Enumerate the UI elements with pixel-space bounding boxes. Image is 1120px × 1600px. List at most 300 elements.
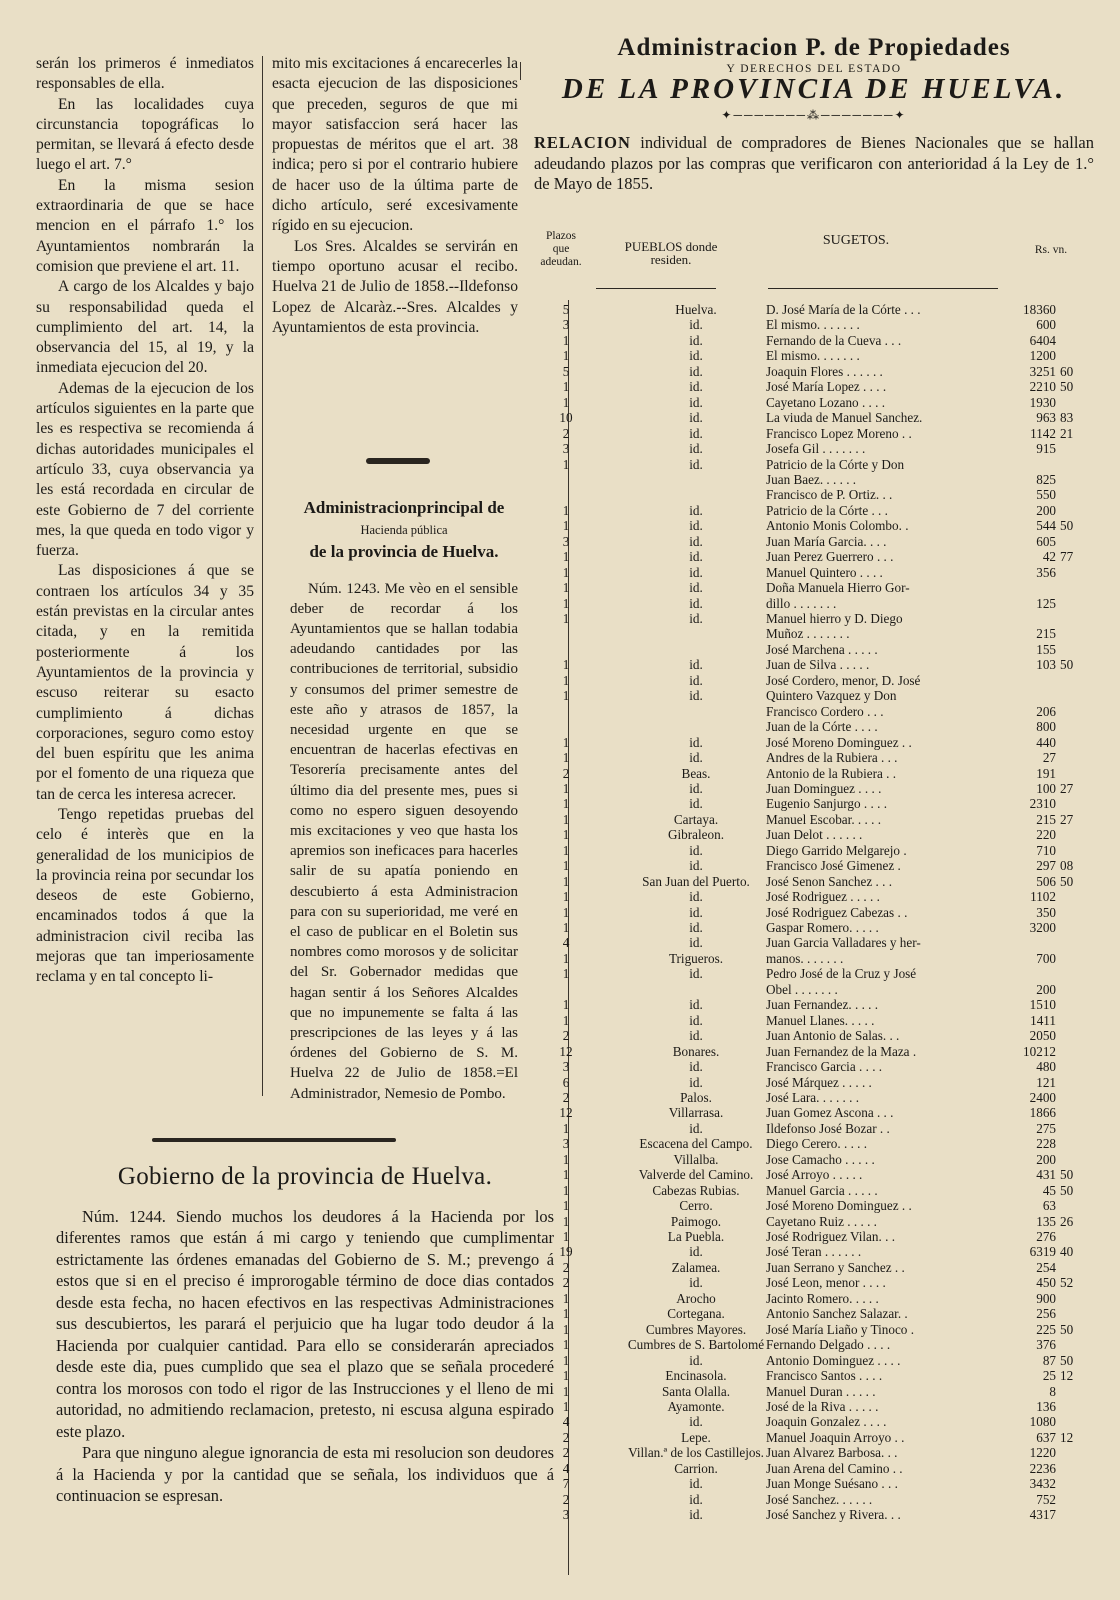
sugeto-cell: Antonio Sanchez Salazar. . (766, 1306, 908, 1322)
sugeto-cell: Juan Fernandez de la Maza . (766, 1043, 917, 1059)
reales-cell: 825 (1036, 471, 1056, 487)
pueblo-cell: id. (689, 379, 703, 395)
centimos-cell: 50 (1060, 379, 1074, 395)
column-2 (272, 54, 518, 338)
sugeto-cell: José Rodriguez Vilan. . . (766, 1229, 895, 1244)
plazos-cell: 1 (562, 858, 570, 874)
pueblo-cell: id. (689, 1059, 703, 1075)
pueblo-cell: Lepe. (681, 1429, 711, 1445)
reales-cell: 752 (1036, 1491, 1056, 1507)
pueblo-cell: id. (689, 657, 703, 673)
sugeto-cell: Eugenio Sanjurgo . . . . (766, 796, 887, 812)
pueblo-cell: id. (689, 889, 703, 905)
reales-cell: 2400 (1029, 1089, 1056, 1105)
pueblo-cell: id. (689, 580, 703, 596)
centimos-cell: 50 (1060, 873, 1074, 889)
plazos-cell: 5 (562, 363, 570, 379)
plazos-cell: 1 (562, 1398, 570, 1414)
sugeto-cell: Diego Garrido Melgarejo . (766, 842, 907, 858)
plazos-cell: 1 (562, 750, 570, 766)
pueblo-cell: id. (689, 502, 703, 518)
sugeto-cell: Juan Gomez Ascona . . . (766, 1105, 894, 1121)
reales-cell: 480 (1036, 1059, 1056, 1075)
pueblo-cell: Zalamea. (671, 1259, 721, 1275)
pueblo-cell: id. (689, 1120, 703, 1136)
pueblo-cell: id. (689, 1074, 703, 1090)
pueblo-cell: id. (689, 363, 703, 379)
reales-cell: 700 (1036, 950, 1056, 966)
sugeto-cell: José Cordero, menor, D. José (766, 672, 921, 688)
sugeto-cell: José Arroyo . . . . . (766, 1167, 863, 1183)
sugeto-cell: Juan de Silva . . . . . (766, 657, 870, 673)
col1-paragraph: Ademas de la ejecucion de los artículos siguientes en la parte que les es respectiva se recomienda á dichas autoridades municipales el artículo 33, cuya observancia ya les está recordada en circular de este Gobierno de 7 del corriente mes, la que queda en todo vigor y fuerza. (36, 379, 254, 560)
plazos-cell: 1 (562, 564, 570, 580)
plazos-cell: 1 (562, 595, 570, 611)
reales-cell: 135 (1036, 1213, 1056, 1229)
sugeto-cell: Juan Arena del Camino . . (766, 1460, 903, 1476)
reales-cell: 3432 (1029, 1476, 1056, 1492)
sugeto-cell: Juan Garcia Valladares y her- (766, 935, 921, 951)
reales-cell: 155 (1036, 641, 1056, 657)
plazos-cell: 1 (562, 1120, 570, 1136)
reales-cell: 45 (1042, 1182, 1056, 1198)
pueblo-cell: id. (689, 441, 703, 457)
sugeto-cell: José Rodriguez . . . . . (766, 889, 880, 905)
reales-cell: 206 (1036, 703, 1056, 719)
plazos-cell: 1 (562, 796, 570, 812)
pueblo-cell: Encinasola. (665, 1368, 727, 1384)
plazos-cell: 12 (559, 1105, 573, 1121)
sugeto-cell: Francisco de P. Ortiz. . . (766, 487, 893, 503)
sugeto-cell: Cayetano Lozano . . . . (766, 394, 886, 410)
plazos-cell: 1 (562, 997, 570, 1013)
reales-cell: 2310 (1029, 796, 1056, 812)
plazos-cell: 1 (562, 1198, 570, 1214)
plazos-cell: 1 (562, 549, 570, 565)
sugeto-cell: Gaspar Romero. . . . . (766, 920, 879, 935)
plazos-cell: 1 (562, 657, 570, 673)
column-divider (262, 56, 263, 1096)
sugeto-cell: Juan Antonio de Salas. . . (766, 1028, 900, 1044)
reales-cell: 63 (1042, 1198, 1056, 1214)
sugeto-cell: José Moreno Dominguez . . (766, 734, 912, 750)
pueblo-cell: Beas. (681, 765, 711, 781)
reales-cell: 710 (1036, 842, 1056, 858)
sugeto-cell: Cayetano Ruiz . . . . . (766, 1213, 877, 1229)
col1-paragraph: En las localidades cuya circunstancia topográficas lo permitan, se llevará á efecto desde luego el art. 7.° (36, 95, 254, 174)
pueblo-cell: Huelva. (675, 302, 717, 317)
sugeto-cell: José Márquez . . . . . (766, 1074, 872, 1090)
centimos-cell: 52 (1060, 1275, 1074, 1291)
sugeto-cell: Manuel Joaquin Arroyo . . (766, 1429, 905, 1445)
plazos-cell: 1 (562, 688, 570, 704)
notice-subtitle: Hacienda pública (360, 523, 448, 538)
reales-cell: 200 (1036, 981, 1056, 997)
reales-cell: 215 (1036, 811, 1056, 827)
sugeto-cell: José Marchena . . . . . (766, 641, 878, 657)
plazos-cell: 1 (562, 1167, 570, 1183)
sugeto-cell: Josefa Gil . . . . . . . (766, 441, 866, 457)
plazos-cell: 4 (562, 1460, 570, 1476)
plazos-cell: 1 (562, 904, 570, 920)
col-header-rs: Rs. vn. (1034, 244, 1068, 256)
sugeto-cell: El mismo. . . . . . . (766, 348, 860, 364)
centimos-cell: 40 (1060, 1244, 1074, 1260)
plazos-cell: 2 (562, 1491, 570, 1507)
plazos-cell: 1 (562, 842, 570, 858)
plazos-cell: 1 (562, 827, 570, 843)
pueblo-cell: Santa Olalla. (661, 1383, 731, 1399)
col1-paragraph: Tengo repetidas pruebas del celo é interès que en la generalidad de los municipios de la provincia reina por secundar los deseos de este Gobierno, encaminados todos á que la administracion civil reciba las mejoras que tan imperiosamente reclama y en tal concepto li- (36, 805, 254, 986)
reales-cell: 963 (1036, 410, 1056, 426)
pueblo-cell: id. (689, 1244, 703, 1260)
sugeto-cell: Diego Cerero. . . . . (766, 1136, 868, 1152)
reales-cell: 27 (1042, 750, 1056, 766)
sugeto-cell: Obel . . . . . . . (766, 981, 838, 997)
header-subtitle: Y DERECHOS DEL ESTADO (726, 63, 902, 75)
plazos-cell: 1 (562, 920, 570, 935)
sugeto-cell: Manuel Garcia . . . . . (766, 1182, 878, 1198)
pueblo-cell: id. (689, 904, 703, 920)
reales-cell: 637 (1036, 1429, 1056, 1445)
plazos-cell: 1 (562, 1213, 570, 1229)
plazos-cell: 1 (562, 332, 570, 348)
sugeto-cell: Joaquin Gonzalez . . . . (766, 1414, 887, 1430)
centimos-cell: 50 (1060, 1321, 1074, 1337)
header-rule (596, 288, 716, 289)
plazos-cell: 10 (559, 410, 573, 426)
centimos-cell: 27 (1060, 780, 1074, 796)
pueblo-cell: id. (689, 425, 703, 441)
plazos-cell: 1 (562, 611, 570, 626)
sugeto-cell: Antonio de la Rubiera . . (766, 765, 897, 781)
pueblo-cell: Escacena del Campo. (639, 1136, 753, 1152)
pueblo-cell: Trigueros. (668, 950, 724, 966)
plazos-cell: 1 (562, 672, 570, 688)
sugeto-cell: José Moreno Dominguez . . (766, 1198, 912, 1214)
notice-body: Núm. 1243. Me vèo en el sensible deber de recordar á los Ayuntamientos que se hallan todabia adeudando cantidades por las contribuciones de territorial, subsidio y consumos del primer semestre de este año y atrasos de 1857, la necesidad urgente en que se encuentran de hacerlas efectivas en Tesorería precisamente antes del último dia del presente mes, pues si como no espero siguen desoyendo mis excitaciones y veo que hasta los apremios son ineficaces para hacerles salir de su apatía poniendo en descubierto á esta Administracion para con su superioridad, me veré en el caso de publicar en el Boletin sus nombres como morosos y de solicitar del Sr. Gobernador medidas que hagan sentir á los Señores Alcaldes que no impunemente se falta á las prescripciones de las leyes y á las órdenes del Gobierno de S. M. Huelva 22 de Julio de 1858.=El Administrador, Nemesio de Pombo. (290, 580, 518, 1102)
plazos-cell: 3 (562, 1507, 570, 1523)
sugeto-cell: D. José María de la Córte . . . (766, 302, 921, 317)
sugeto-cell: José Leon, menor . . . . (766, 1275, 886, 1291)
centimos-cell: 50 (1060, 657, 1074, 673)
sugeto-cell: Manuel hierro y D. Diego (766, 611, 903, 626)
reales-cell: 103 (1036, 657, 1056, 673)
sugeto-cell: Juan Monge Suésano . . . (766, 1476, 898, 1492)
reales-cell: 3200 (1029, 920, 1056, 935)
pueblo-cell: id. (689, 456, 703, 472)
sugeto-cell: Muñoz . . . . . . . (766, 626, 850, 642)
reales-cell: 1142 (1030, 425, 1056, 441)
sugeto-cell: José Lara. . . . . . . (766, 1089, 860, 1105)
plazos-cell: 3 (562, 533, 570, 549)
reales-cell: 6319 (1029, 1244, 1056, 1260)
centimos-cell: 27 (1060, 811, 1074, 827)
sugeto-cell: Manuel Quintero . . . . (766, 564, 883, 580)
pueblo-cell: Cartaya. (673, 811, 719, 827)
reales-cell: 900 (1036, 1290, 1056, 1306)
plazos-cell: 1 (562, 1182, 570, 1198)
gobierno-notice (56, 1163, 554, 1507)
reales-cell: 2210 (1029, 379, 1056, 395)
plazos-cell: 5 (562, 302, 570, 317)
sugeto-cell: Juan Fernandez. . . . . (766, 997, 879, 1013)
sugeto-cell: Francisco Cordero . . . (766, 703, 884, 719)
sugeto-cell: Antonio Dominguez . . . . (766, 1352, 901, 1368)
reales-cell: 1930 (1029, 394, 1056, 410)
col1-paragraph: A cargo de los Alcaldes y bajo su responsabilidad queda el cumplimiento del art. 14, la observancia del 15, al 19, y la inmediata ejecucion del 20. (36, 278, 254, 377)
sugeto-cell: José Teran . . . . . . (766, 1244, 862, 1260)
reales-cell: 200 (1036, 502, 1056, 518)
pueblo-cell: id. (689, 595, 703, 611)
reales-cell: 297 (1036, 858, 1056, 874)
gobierno-paragraph: Para que ninguno alegue ignorancia de esta mi resolucion son deudores á la Hacienda y por la cantidad que se señala, los individuos que á continuacion se espresan. (56, 1443, 554, 1505)
plazos-cell: 1 (562, 1290, 570, 1306)
pueblo-cell: id. (689, 564, 703, 580)
col1-paragraph: Las disposiciones á que se contraen los artículos 34 y 35 están previstas en la circular antes citada, y en la remitida posteriormente á los Ayuntamientos de la provincia y escuso reiterar su esacto cumplimiento á dichas corporaciones, seguro como estoy del buen espíritu que les anima por el fomento de una riqueza que tan de cerca les interesa acrecer. (36, 562, 254, 803)
separator-ornament (152, 1138, 396, 1142)
reales-cell: 440 (1036, 734, 1056, 750)
plazos-cell: 1 (562, 811, 570, 827)
sugeto-cell: Juan Serrano y Sanchez . . (766, 1259, 905, 1275)
centimos-cell: 26 (1060, 1213, 1074, 1229)
pueblo-cell: La Puebla. (667, 1229, 725, 1244)
separator-ornament (366, 458, 430, 464)
plazos-cell: 1 (562, 1352, 570, 1368)
sugeto-cell: Jacinto Romero. . . . . (766, 1290, 879, 1306)
sugeto-cell: Francisco Lopez Moreno . . (766, 425, 912, 441)
reales-cell: 136 (1036, 1398, 1056, 1414)
sugeto-cell: Patricio de la Córte y Don (766, 456, 905, 472)
reales-cell: 1102 (1030, 889, 1056, 905)
pueblo-cell: id. (689, 1028, 703, 1044)
pueblo-cell: id. (689, 734, 703, 750)
sugeto-cell: Juan Perez Guerrero . . . (766, 549, 894, 565)
plazos-cell: 6 (562, 1074, 570, 1090)
pueblo-cell: id. (689, 549, 703, 565)
centimos-cell: 08 (1060, 858, 1074, 874)
reales-cell: 1080 (1029, 1414, 1056, 1430)
column-1 (36, 54, 254, 988)
sugeto-cell: Francisco Garcia . . . . (766, 1059, 883, 1075)
reales-cell: 1866 (1029, 1105, 1056, 1121)
pueblo-cell: Carrion. (674, 1460, 718, 1476)
pueblo-cell: id. (689, 796, 703, 812)
reales-cell: 544 (1036, 518, 1056, 534)
pueblo-cell: Cabezas Rubias. (652, 1182, 740, 1198)
centimos-cell: 60 (1060, 363, 1074, 379)
sugeto-cell: Juan María Garcia. . . . (766, 533, 887, 549)
col1-paragraph: En la misma sesion extraordinaria de que se hace mencion en el párrafo 1.° los Ayuntamientos nombrarán la comision que previene el art. 11. (36, 176, 254, 275)
pueblo-cell: id. (689, 1476, 703, 1492)
pueblo-cell: id. (689, 858, 703, 874)
sugeto-cell: José Sanchez. . . . . . (766, 1491, 873, 1507)
pueblo-cell: id. (689, 1507, 703, 1523)
sugeto-cell: Manuel Llanes. . . . . (766, 1012, 875, 1028)
sugeto-cell: Francisco José Gimenez . (766, 858, 901, 874)
sugeto-cell: Doña Manuela Hierro Gor- (766, 580, 910, 596)
pueblo-cell: id. (689, 672, 703, 688)
notice-title: Administracionprincipal de (303, 498, 505, 517)
sugeto-cell: La viuda de Manuel Sanchez. (766, 410, 923, 426)
sugeto-cell: José Rodriguez Cabezas . . (766, 904, 908, 920)
sugeto-cell: Juan Dominguez . . . . (766, 780, 882, 796)
pueblo-cell: id. (689, 997, 703, 1013)
reales-cell: 600 (1036, 317, 1056, 333)
reales-cell: 100 (1036, 780, 1056, 796)
reales-cell: 2050 (1029, 1028, 1056, 1044)
pueblo-cell: Villalba. (673, 1151, 719, 1167)
plazos-cell: 2 (562, 1445, 570, 1461)
sugeto-cell: Juan Delot . . . . . . (766, 827, 863, 843)
centimos-cell: 83 (1060, 410, 1074, 426)
reales-cell: 1510 (1029, 997, 1056, 1013)
reales-cell: 225 (1036, 1321, 1056, 1337)
reales-cell: 800 (1036, 719, 1056, 735)
pueblo-cell: id. (689, 966, 703, 982)
pueblo-cell: id. (689, 750, 703, 766)
pueblo-cell: id. (689, 533, 703, 549)
plazos-cell: 1 (562, 734, 570, 750)
relacion-body: individual de compradores de Bienes Nacionales que se hallan adeudando plazos por las compras que verificaron con anterioridad á la Ley de 1.° de Mayo de 1855. (534, 133, 1095, 193)
plazos-cell: 2 (562, 1429, 570, 1445)
reales-cell: 125 (1036, 595, 1056, 611)
plazos-cell: 1 (562, 950, 570, 966)
pueblo-cell: Palos. (680, 1089, 712, 1105)
plazos-cell: 1 (562, 889, 570, 905)
plazos-cell: 1 (562, 1229, 570, 1244)
reales-cell: 42 (1042, 549, 1056, 565)
reales-cell: 550 (1036, 487, 1056, 503)
plazos-cell: 1 (562, 1368, 570, 1384)
reales-cell: 1411 (1030, 1012, 1056, 1028)
pueblo-cell: Cumbres de S. Bartolomé (627, 1337, 765, 1353)
sugeto-cell: Juan Baez. . . . . . (766, 471, 857, 487)
sugeto-cell: Manuel Escobar. . . . . (766, 811, 881, 827)
pueblo-cell: Cerro. (679, 1198, 713, 1214)
plazos-cell: 7 (562, 1476, 570, 1492)
sugeto-cell: dillo . . . . . . . (766, 595, 837, 611)
pueblo-cell: id. (689, 1275, 703, 1291)
plazos-cell: 19 (559, 1244, 573, 1260)
pueblo-cell: Paimogo. (670, 1213, 722, 1229)
pueblo-cell: id. (689, 1414, 703, 1430)
plazos-cell: 2 (562, 765, 570, 781)
plazos-cell: 3 (562, 1059, 570, 1075)
header-province: DE LA PROVINCIA DE HUELVA. (561, 73, 1067, 105)
admin-hacienda-notice (290, 498, 518, 1104)
pueblo-cell: id. (689, 332, 703, 348)
reales-cell: 215 (1036, 626, 1056, 642)
pueblo-cell: id. (689, 688, 703, 704)
reales-cell: 376 (1036, 1337, 1056, 1353)
header-title: Administracion P. de Propiedades (617, 34, 1011, 61)
pueblo-cell: id. (689, 1491, 703, 1507)
pueblo-cell: Villan.ª de los Castillejos. (628, 1445, 764, 1461)
plazos-cell: 1 (562, 379, 570, 395)
relacion-lead: RELACION (534, 133, 631, 152)
pueblo-cell: id. (689, 518, 703, 534)
reales-cell: 121 (1036, 1074, 1056, 1090)
sugeto-cell: El mismo. . . . . . . (766, 317, 860, 333)
plazos-cell: 1 (562, 873, 570, 889)
col2-paragraph: mito mis excitaciones á encarecerles la esacta ejecucion de las disposiciones que preceden, seguros de que mi mayor satisfaccion será hacer las propuestas de méritos que el art. 38 indica; pero si por el contrario hubiere de hacer uso de la última parte de dicho artículo, seré excesivamente rígido en su ejecucion. (272, 55, 518, 235)
sugeto-cell: Juan de la Córte . . . . (766, 719, 878, 735)
pueblo-cell: id. (689, 842, 703, 858)
table-header (536, 230, 1096, 292)
col-header-pueblos: PUEBLOS donde residen. (624, 239, 718, 267)
plazos-cell: 3 (562, 317, 570, 333)
col1-paragraph: serán los primeros é inmediatos responsables de ella. (36, 55, 254, 93)
pueblo-cell: id. (689, 935, 703, 951)
plazos-cell: 4 (562, 1414, 570, 1430)
pueblo-cell: Cortegana. (667, 1306, 725, 1322)
sugeto-cell: Fernando Delgado . . . . (766, 1337, 891, 1353)
sugeto-cell: Joaquin Flores . . . . . . (766, 363, 883, 379)
reales-cell: 506 (1036, 873, 1056, 889)
reales-cell: 4317 (1029, 1507, 1056, 1523)
sugeto-cell: Ildefonso José Bozar . . (766, 1120, 890, 1136)
reales-cell: 275 (1036, 1120, 1056, 1136)
reales-cell: 200 (1036, 1151, 1056, 1167)
reales-cell: 18360 (1023, 302, 1056, 317)
reales-cell: 1220 (1029, 1445, 1056, 1461)
centimos-cell: 12 (1060, 1368, 1074, 1384)
plazos-cell: 1 (562, 580, 570, 596)
centimos-cell: 77 (1060, 549, 1074, 565)
plazos-cell: 1 (562, 1012, 570, 1028)
centimos-cell: 50 (1060, 518, 1074, 534)
pueblo-cell: id. (689, 317, 703, 333)
pueblo-cell: id. (689, 348, 703, 364)
reales-cell: 87 (1042, 1352, 1056, 1368)
reales-cell: 6404 (1029, 332, 1056, 348)
reales-cell: 431 (1036, 1167, 1056, 1183)
reales-cell: 450 (1036, 1275, 1056, 1291)
plazos-cell: 1 (562, 1306, 570, 1322)
plazos-cell: 1 (562, 456, 570, 472)
pueblo-cell: Villarrasa. (668, 1105, 724, 1121)
pueblo-cell: id. (689, 410, 703, 426)
plazos-cell: 2 (562, 425, 570, 441)
plazos-cell: 3 (562, 1136, 570, 1152)
pueblo-cell: Gibraleon. (667, 827, 725, 843)
gobierno-title: Gobierno de la provincia de Huelva. (117, 1163, 493, 1190)
sugeto-cell: José Senon Sanchez . . . (766, 873, 892, 889)
sugeto-cell: Antonio Monis Colombo. . (766, 518, 909, 534)
reales-cell: 254 (1036, 1259, 1056, 1275)
plazos-cell: 1 (562, 348, 570, 364)
pueblo-cell: Valverde del Camino. (638, 1167, 754, 1183)
pueblo-cell: San Juan del Puerto. (642, 873, 750, 889)
sugeto-cell: Manuel Duran . . . . . (766, 1383, 876, 1399)
sugeto-cell: Fernando de la Cueva . . . (766, 332, 902, 348)
reales-cell: 350 (1036, 904, 1056, 920)
pueblo-cell: id. (689, 920, 703, 935)
sugeto-cell: Francisco Santos . . . . (766, 1368, 883, 1384)
reales-cell: 605 (1036, 533, 1056, 549)
pueblo-cell: Bonares. (672, 1043, 720, 1059)
reales-cell: 228 (1036, 1136, 1056, 1152)
centimos-cell: 50 (1060, 1182, 1074, 1198)
centimos-cell: 21 (1060, 425, 1074, 441)
pueblo-cell: Arocho (676, 1290, 716, 1306)
sugeto-cell: manos. . . . . . . (766, 950, 844, 966)
pueblo-cell: id. (689, 780, 703, 796)
sugeto-cell: Andres de la Rubiera . . . (766, 750, 898, 766)
gobierno-paragraph: Núm. 1244. Siendo muchos los deudores á la Hacienda por los diferentes ramos que están á mi cargo y teniendo que cumplimentar estrictamente las órdenes emanadas del Gobierno de S. M.; prevengo á estos que si en el preciso é improrogable término de doce dias contados desde esta fecha, no hacen efectivos en las respectivas Administraciones sus descubiertos, les parará el perjuicio que ha lugar todo deudor á la Hacienda por cualquier cantidad. Para ello se considerarán apreciados desde este dia, pues cumplido que sea el plazo que se señala procederé contra los morosos con todo el rigor de las Instrucciones y el lleno de mi autoridad, no admitiendo reclamacion, pretesto, ni escusa alguna espirado este plazo. (56, 1206, 554, 1441)
plazos-cell: 2 (562, 1275, 570, 1291)
